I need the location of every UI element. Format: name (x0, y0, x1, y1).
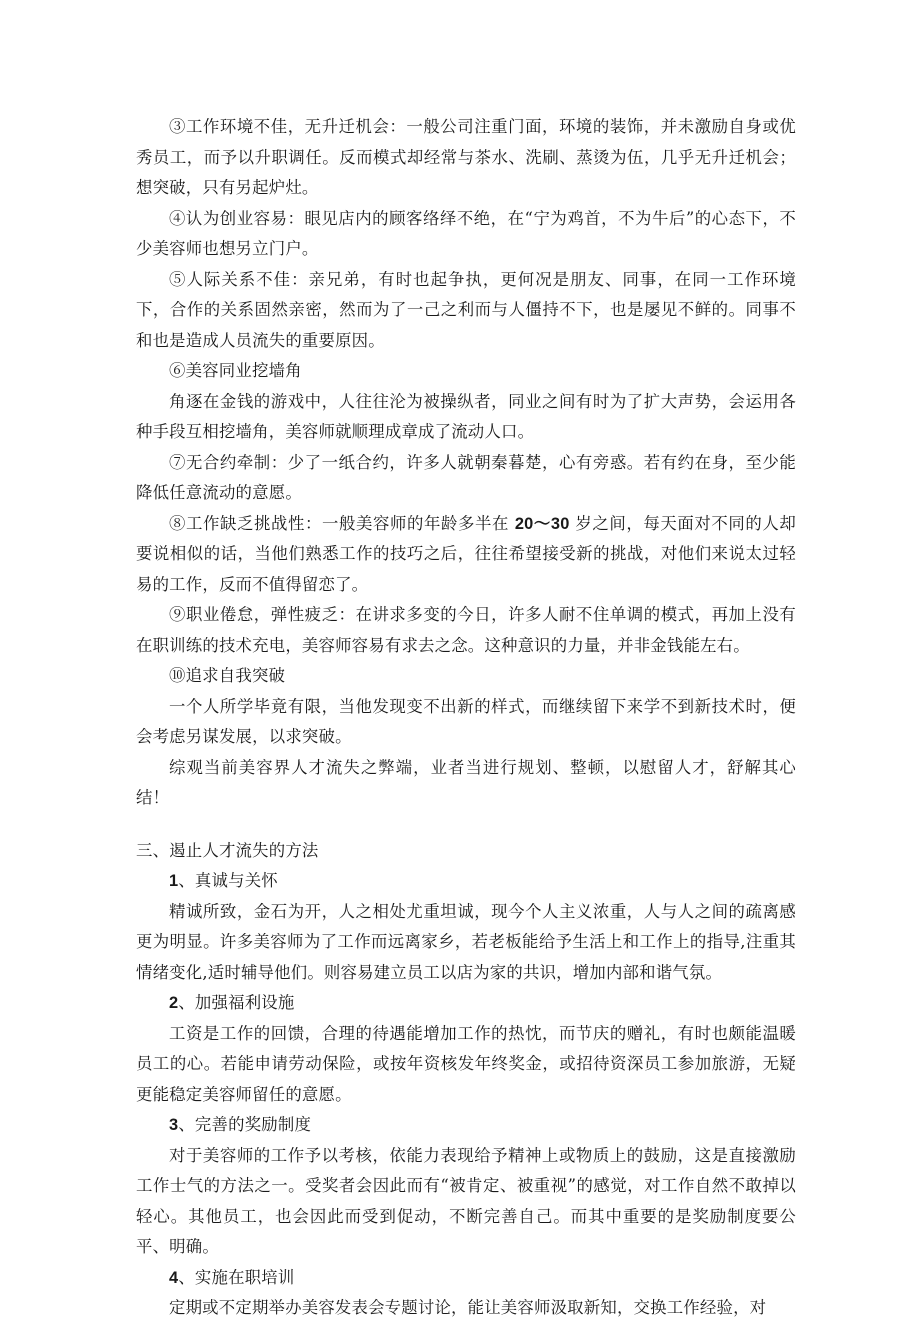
item-3-heading-text: 、完善的奖励制度 (178, 1115, 312, 1134)
paragraph-8-suffix: 岁之间，每天面对不同的人却要说相似的话，当他们熟悉工作的技巧之后，往往希望接受新的挑战，对他们来说太过轻易的工作，反而不值得留恋了。 (136, 513, 796, 594)
item-4-number: 4 (169, 1268, 179, 1287)
item-1-heading (136, 866, 796, 897)
item-4-heading-text: 、实施在职培训 (178, 1267, 295, 1287)
item-1-body: 精诚所致，金石为开，人之相处尤重坦诚，现今个人主义浓重，人与人之间的疏离感更为明显。许多美容师为了工作而远离家乡，若老板能给予生活上和工作上的指导,注重其情绪变化,适时辅导他们。则容易建立员工以店为家的共识，增加内部和谐气氛。 (136, 901, 796, 982)
paragraph-3: ③工作环境不佳，无升迁机会：一般公司注重门面，环境的装饰，并未激励自身或优秀员工，而予以升职调任。反而模式却经常与茶水、洗刷、蒸烫为伍，几乎无升迁机会；想突破，只有另起炉灶。 (136, 117, 796, 197)
paragraph-7: ⑦无合约牵制：少了一纸合约，许多人就朝秦暮楚，心有旁惑。若有约在身，至少能降低任意流动的意愿。 (136, 452, 796, 502)
item-3-body: 对于美容师的工作予以考核，依能力表现给予精神上或物质上的鼓励，这是直接激励工作士气的方法之一。受奖者会因此而有“被肯定、被重视”的感觉，对工作自然不敢掉以轻心。其他员工，也会因此而受到促动，不断完善自己。而其中重要的是奖励制度要公平、明确。 (136, 1145, 796, 1256)
item-3-number: 3 (169, 1116, 179, 1134)
item-2-body: 工资是工作的回馈，合理的待遇能增加工作的热忱，而节庆的赠礼，有时也颇能温暖员工的心。若能申请劳动保险，或按年资核发年终奖金，或招待资深员工参加旅游，无疑更能稳定美容师留任的意愿。 (136, 1023, 796, 1104)
paragraph-6-body: 角逐在金钱的游戏中，人往往沦为被操纵者，同业之间有时为了扩大声势，会运用各种手段互相挖墙角，美容师就顺理成章成了流动人口。 (136, 391, 796, 441)
paragraph-6-heading: ⑥美容同业挖墙角 (169, 361, 302, 380)
item-3-heading (136, 1110, 796, 1141)
item-2-number: 2 (169, 994, 179, 1012)
age-end: 30 (550, 514, 570, 533)
section-3-title: 三、遏止人才流失的方法 (136, 840, 319, 860)
age-start: 20 (514, 514, 534, 533)
paragraph-conclusion: 综观当前美容界人才流失之弊端，业者当进行规划、整顿，以慰留人才，舒解其心结！ (136, 757, 796, 807)
paragraph-9: ⑨职业倦怠，弹性疲乏：在讲求多变的今日，许多人耐不住单调的模式，再加上没有在职训练的技术充电，美容师容易有求去之念。这种意识的力量，并非金钱能左右。 (136, 605, 796, 655)
item-1-heading-text: 、真诚与关怀 (178, 871, 278, 890)
item-4-heading (136, 1263, 796, 1294)
paragraph-5: ⑤人际关系不佳：亲兄弟，有时也起争执，更何况是朋友、同事，在同一工作环境下，合作的关系固然亲密，然而为了一己之利而与人僵持不下，也是屡见不鲜的。同事不和也是造成人员流失的重要原因。 (136, 269, 796, 350)
paragraph-8-prefix: ⑧工作缺乏挑战性：一般美容师的年龄多半在 (169, 513, 515, 533)
paragraph-8 (136, 509, 796, 601)
paragraph-4: ④认为创业容易：眼见店内的顾客络绎不绝，在“宁为鸡首，不为牛后”的心态下，不少美容师也想另立门户。 (136, 208, 796, 258)
paragraph-10-heading: ⑩追求自我突破 (169, 666, 286, 685)
item-2-heading (136, 988, 796, 1019)
item-2-heading-text: 、加强福利设施 (178, 993, 295, 1012)
age-tilde: ～ (533, 514, 551, 533)
document-page (136, 112, 796, 1324)
paragraph-10-body: 一个人所学毕竟有限，当他发现变不出新的样式，而继续留下来学不到新技术时，便会考虑另谋发展，以求突破。 (136, 696, 796, 746)
item-1-number: 1 (169, 872, 179, 890)
item-4-body: 定期或不定期举办美容发表会专题讨论，能让美容师汲取新知，交换工作经验，对 (169, 1298, 767, 1317)
